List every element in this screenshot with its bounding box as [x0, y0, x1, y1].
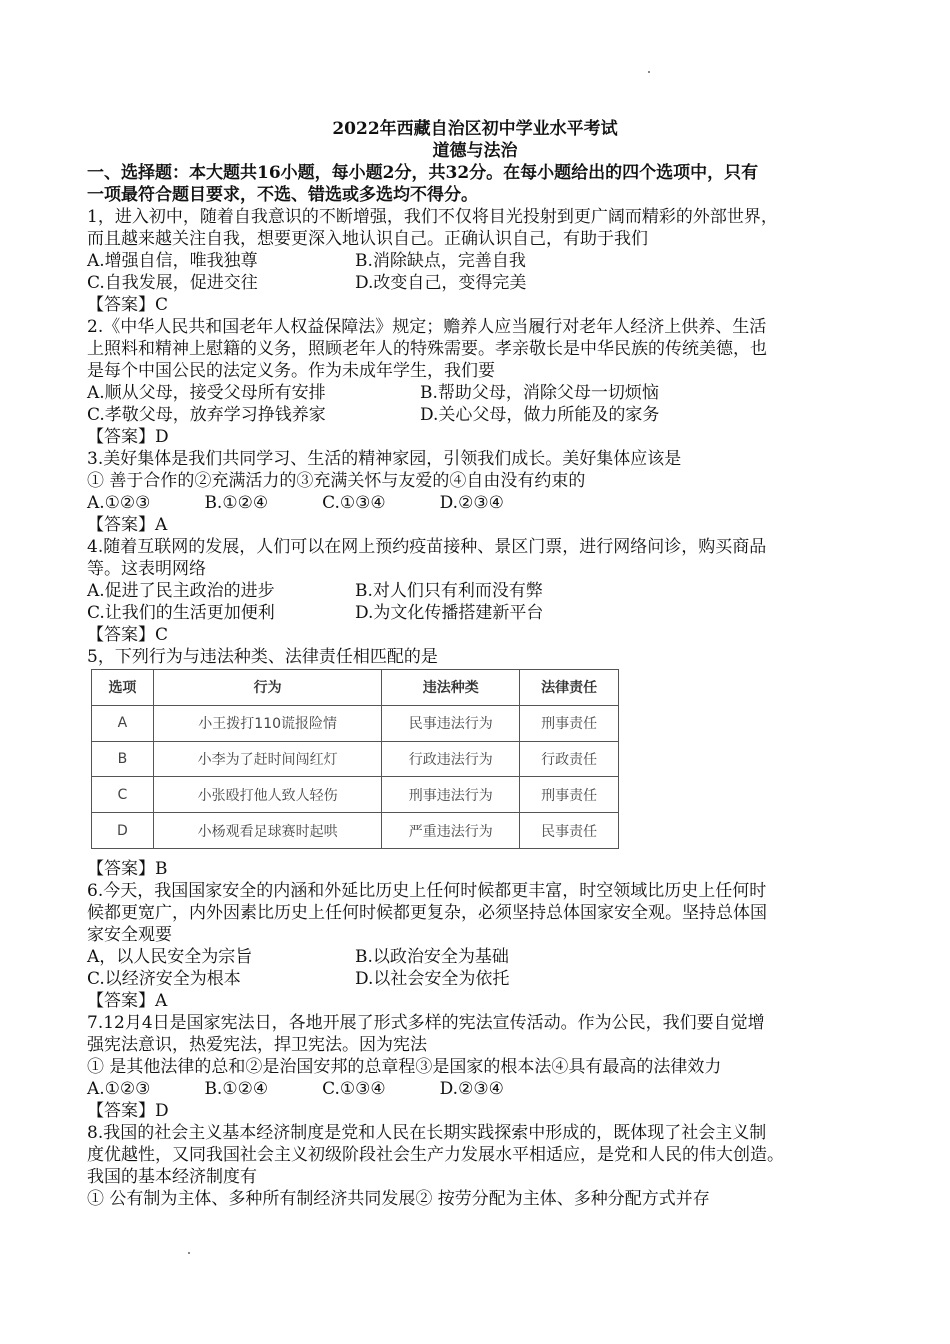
option-c: C.让我们的生活更加便利	[87, 603, 275, 623]
option-line	[87, 250, 526, 272]
table-cell: 小王拨打110谎报险情	[153, 705, 382, 741]
question-stem: 家安全观要	[87, 925, 172, 945]
section-header: 一项最符合题目要求，不选、错选或多选均不得分。	[87, 185, 478, 205]
table-header: 选项	[92, 670, 154, 706]
question-stem: 1，进入初中，随着自我意识的不断增强，我们不仅将目光投射到更广阔而精彩的外部世界，	[87, 207, 778, 227]
option-a: A.促进了民主政治的进步	[87, 581, 275, 601]
option-d: D.改变自己，变得完美	[355, 273, 527, 293]
table-cell: 行政责任	[520, 741, 619, 777]
question-stem: 我国的基本经济制度有	[87, 1167, 257, 1187]
option-a: A.增强自信，唯我独尊	[87, 251, 258, 271]
option-b: B.以政治安全为基础	[355, 947, 509, 967]
table-cell: 严重违法行为	[382, 813, 520, 849]
option-c: C.孝敬父母，放弃学习挣钱养家	[87, 405, 326, 425]
table-cell: C	[92, 777, 154, 813]
table-row	[92, 705, 619, 741]
question-stem: 7.12月4日是国家宪法日，各地开展了形式多样的宪法宣传活动。作为公民，我们要自觉增	[87, 1013, 765, 1033]
option-c: C.以经济安全为根本	[87, 969, 241, 989]
q5-table	[91, 669, 619, 849]
option-line	[87, 946, 509, 968]
table-row	[92, 741, 619, 777]
section-header: 一、选择题：本大题共16小题，每小题2分，共32分。在每小题给出的四个选项中，只有	[87, 163, 759, 183]
option-a: A.顺从父母，接受父母所有安排	[87, 383, 326, 403]
option-d: D.以社会安全为依托	[355, 969, 510, 989]
question-stem: ① 是其他法律的总和②是治国安邦的总章程③是国家的根本法④具有最高的法律效力	[87, 1057, 722, 1077]
table-cell: 刑事责任	[520, 705, 619, 741]
question-stem: 4.随着互联网的发展，人们可以在网上预约疫苗接种、景区门票，进行网络问诊，购买商品	[87, 537, 767, 557]
table-cell: 民事违法行为	[382, 705, 520, 741]
question-stem: 是每个中国公民的法定义务。作为未成年学生，我们要	[87, 361, 495, 381]
question-stem: ① 公有制为主体、多种所有制经济共同发展② 按劳分配为主体、多种分配方式并存	[87, 1189, 710, 1209]
option-b: B.帮助父母，消除父母一切烦恼	[420, 383, 659, 403]
scan-speck	[648, 71, 650, 73]
answer: 【答案】D	[87, 1101, 169, 1121]
exam-subject: 道德与法治	[432, 141, 518, 161]
question-stem: 5，下列行为与违法种类、法律责任相匹配的是	[87, 647, 438, 667]
answer: 【答案】C	[87, 295, 169, 315]
option-b: B.消除缺点，完善自我	[355, 251, 526, 271]
question-stem: 候都更宽广，内外因素比历史上任何时候都更复杂，必须坚持总体国家安全观。坚持总体国	[87, 903, 767, 923]
table-cell: 小杨观看足球赛时起哄	[153, 813, 382, 849]
question-stem: 而且越来越关注自我，想要更深入地认识自己。正确认识自己，有助于我们	[87, 229, 648, 249]
option-d: D.为文化传播搭建新平台	[355, 603, 544, 623]
table-row	[92, 777, 619, 813]
table-cell: 小张殴打他人致人轻伤	[153, 777, 382, 813]
option-d: D.关心父母，做力所能及的家务	[420, 405, 660, 425]
option-line: A.①②③ B.①②④ C.①③④ D.②③④	[87, 1079, 504, 1099]
table-cell: A	[92, 705, 154, 741]
option-line	[87, 968, 510, 990]
option-line	[87, 404, 660, 426]
table-header: 行为	[153, 670, 382, 706]
answer: 【答案】B	[87, 859, 168, 879]
table-header: 法律责任	[520, 670, 619, 706]
question-stem: 强宪法意识，热爱宪法，捍卫宪法。因为宪法	[87, 1035, 427, 1055]
table-cell: 刑事违法行为	[382, 777, 520, 813]
answer: 【答案】C	[87, 625, 169, 645]
question-stem: 2.《中华人民共和国老年人权益保障法》规定；赡养人应当履行对老年人经济上供养、生活	[87, 317, 767, 337]
option-line	[87, 580, 543, 602]
scan-speck	[188, 1252, 190, 1254]
option-line	[87, 602, 544, 624]
table-row	[92, 813, 619, 849]
option-a: A，以人民安全为宗旨	[87, 947, 253, 967]
table-cell: B	[92, 741, 154, 777]
answer: 【答案】A	[87, 515, 168, 535]
table-cell: 行政违法行为	[382, 741, 520, 777]
question-stem: 上照料和精神上慰籍的义务，照顾老年人的特殊需要。孝亲敬长是中华民族的传统美德，也	[87, 339, 767, 359]
answer: 【答案】A	[87, 991, 168, 1011]
table-cell: 小李为了赶时间闯红灯	[153, 741, 382, 777]
question-stem: 3.美好集体是我们共同学习、生活的精神家园，引领我们成长。美好集体应该是	[87, 449, 682, 469]
option-line	[87, 272, 527, 294]
question-stem: 6.今天，我国国家安全的内涵和外延比历史上任何时候都更丰富，时空领域比历史上任何时	[87, 881, 767, 901]
option-line: A.①②③ B.①②④ C.①③④ D.②③④	[87, 493, 504, 513]
question-stem: ① 善于合作的②充满活力的③充满关怀与友爱的④自由没有约束的	[87, 471, 586, 491]
exam-title: 2022年西藏自治区初中学业水平考试	[332, 119, 618, 139]
table-cell: D	[92, 813, 154, 849]
question-stem: 8.我国的社会主义基本经济制度是党和人民在长期实践探索中形成的，既体现了社会主义制	[87, 1123, 767, 1143]
table-cell: 刑事责任	[520, 777, 619, 813]
table-header: 违法种类	[382, 670, 520, 706]
option-c: C.自我发展，促进交往	[87, 273, 258, 293]
table-cell: 民事责任	[520, 813, 619, 849]
question-stem: 等。这表明网络	[87, 559, 206, 579]
option-b: B.对人们只有利而没有弊	[355, 581, 543, 601]
question-stem: 度优越性，又同我国社会主义初级阶段社会生产力发展水平相适应，是党和人民的伟大创造。	[87, 1145, 784, 1165]
option-line	[87, 382, 659, 404]
answer: 【答案】D	[87, 427, 169, 447]
